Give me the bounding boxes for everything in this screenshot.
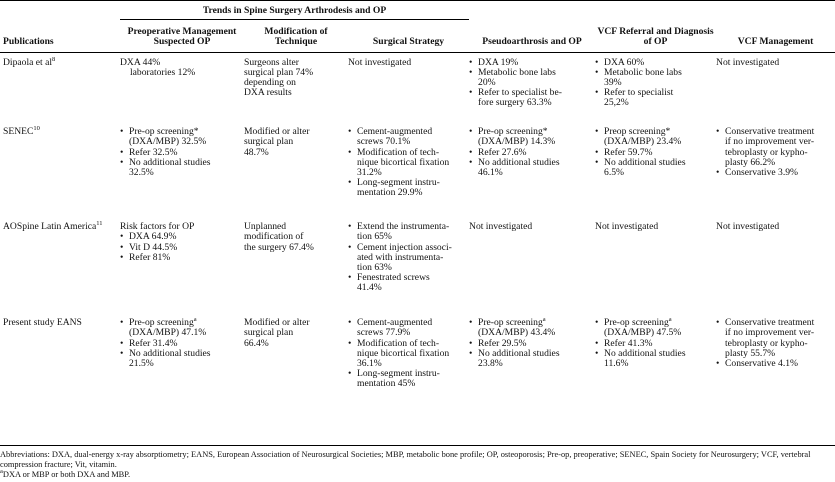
bullet-list bbox=[120, 127, 240, 178]
bullet-line: • Preop screening* bbox=[604, 126, 671, 138]
table-row bbox=[0, 52, 835, 122]
bullet-list bbox=[716, 127, 831, 178]
bullet-item bbox=[469, 158, 591, 178]
bullet-line: 11.6% bbox=[604, 357, 629, 369]
table-cell bbox=[120, 52, 244, 122]
bullet-line: (DXA/MBP) 47.5% bbox=[604, 327, 682, 339]
bullet-line: • Pre-op screening$^a$ bbox=[129, 315, 197, 329]
table-cell bbox=[469, 313, 595, 425]
col-header-preoperative: Preoperative Management Suspected OP bbox=[120, 23, 244, 52]
bullet-line: ated with instrumenta- bbox=[357, 251, 444, 263]
bullet-line: screws 77.9% bbox=[357, 327, 411, 339]
bullet-line: (DXA/MBP) 14.3% bbox=[478, 136, 556, 148]
bullet-line: 23.8% bbox=[478, 357, 503, 369]
bullet-line: • Extend the instrumenta- bbox=[357, 221, 450, 233]
cell-line: surgical plan 74% bbox=[244, 66, 314, 78]
bullet-line: • No additional studies bbox=[129, 156, 211, 168]
bullet-line: • Pre-op screening* bbox=[129, 126, 199, 138]
cell-line: laboratories 12% bbox=[130, 66, 196, 78]
footnote-a-text: DXA or MBP or both DXA and MBP. bbox=[2, 470, 131, 479]
bullet-line: 21.5% bbox=[129, 357, 154, 369]
table-cell bbox=[469, 52, 595, 122]
footnote-marker: a bbox=[668, 315, 672, 323]
bullet-line: • Conservative 3.9% bbox=[725, 166, 799, 178]
spanning-header bbox=[120, 1, 469, 24]
bullet-list bbox=[716, 318, 831, 369]
bullet-list bbox=[120, 315, 240, 369]
bullet-list bbox=[595, 127, 712, 178]
cell-line: Not investigated bbox=[716, 221, 780, 233]
bullet-line: • Conservative treatment bbox=[725, 126, 815, 138]
bullet-line: • No additional studies bbox=[604, 347, 686, 359]
bullet-line: • No additional studies bbox=[604, 156, 686, 168]
bullet-line: • Metabolic bone labs bbox=[604, 66, 682, 78]
bullet-line: 20% bbox=[478, 77, 496, 89]
bullet-line: tebroplasty or kypho- bbox=[725, 146, 808, 158]
table-row bbox=[0, 313, 835, 425]
reference-number: 8 bbox=[52, 55, 56, 63]
bullet-line: 36.1% bbox=[357, 357, 382, 369]
table-cell bbox=[348, 313, 469, 425]
table-body bbox=[0, 52, 835, 425]
publication-cell: Present study EANS bbox=[3, 317, 82, 329]
cell-line: Unplanned bbox=[244, 221, 287, 233]
bullet-line: • Metabolic bone labs bbox=[478, 66, 556, 78]
bullet-line: • Modification of tech- bbox=[357, 146, 440, 158]
bullet-item bbox=[716, 359, 831, 369]
bullet-line: 6.5% bbox=[604, 166, 624, 178]
table-cell bbox=[716, 52, 835, 122]
table-cell bbox=[469, 122, 595, 217]
bullet-line: • Refer 41.3% bbox=[604, 337, 653, 349]
bullet-item bbox=[120, 158, 240, 178]
col-header-modification: Modification of Technique bbox=[244, 23, 348, 52]
cell-line: modification of bbox=[244, 231, 304, 243]
bullet-item bbox=[595, 88, 712, 108]
table-cell bbox=[595, 122, 716, 217]
bullet-item bbox=[716, 127, 831, 168]
bullet-line: fore surgery 63.3% bbox=[478, 97, 552, 109]
publication-cell: Dipaola et $al^8$ bbox=[3, 55, 56, 68]
bullet-line: • Vit D 44.5% bbox=[129, 241, 178, 253]
cell-line: depending on bbox=[244, 77, 296, 89]
bullet-item bbox=[595, 315, 712, 339]
cell-line: Surgeons alter bbox=[244, 56, 299, 68]
bullet-line: • Conservative treatment bbox=[725, 317, 815, 329]
bullet-line: 39% bbox=[604, 77, 622, 89]
bullet-line: • Cement-augmented bbox=[357, 317, 433, 329]
publication-cell: SENEC$^{10}$ bbox=[3, 124, 40, 138]
table-cell bbox=[244, 217, 348, 313]
bullet-line: • No additional studies bbox=[478, 347, 560, 359]
bullet-item bbox=[348, 178, 465, 198]
table-cell bbox=[244, 52, 348, 122]
table-row bbox=[0, 217, 835, 313]
bullet-line: • Long-segment instru- bbox=[357, 177, 440, 189]
bullet-line: 25,2% bbox=[604, 97, 629, 109]
bullet-line: • Refer to specialist bbox=[604, 87, 674, 99]
bullet-line: • Refer 27.6% bbox=[478, 146, 527, 158]
bullet-line: (DXA/MBP) 47.1% bbox=[129, 327, 207, 339]
cell-line: surgical plan bbox=[244, 327, 294, 339]
bullet-item bbox=[469, 88, 591, 108]
col-header-surgical-strategy: Surgical Strategy bbox=[348, 23, 469, 52]
bullet-item bbox=[595, 349, 712, 369]
bullet-item bbox=[120, 127, 240, 147]
footnote-marker: a bbox=[193, 315, 197, 323]
bullet-item bbox=[120, 232, 240, 242]
publication-cell: AOSpine Latin America$^{11}$ bbox=[3, 219, 103, 233]
cell-line: Modified or alter bbox=[244, 126, 310, 138]
table-cell bbox=[716, 217, 835, 313]
bullet-item bbox=[469, 315, 591, 339]
bullet-line: • Refer 81% bbox=[129, 251, 171, 263]
col-header-publications: Publications bbox=[0, 1, 120, 53]
table-cell bbox=[595, 217, 716, 313]
bullet-line: if no improvement ver- bbox=[725, 136, 815, 148]
bullet-list bbox=[348, 127, 465, 198]
abbreviations-note: Abbreviations: DXA, dual-energy x-ray absorptiometry; EANS, European Association of Neurosurgical Societies; MBP, metabolic bone profile; OP, osteoporosis; Pre-op, preoperative; SENEC, Spain Society for Neurosurgery; VCF, vertebral compression fracture; Vit, vitamin. bbox=[0, 450, 811, 469]
bullet-list bbox=[469, 58, 591, 109]
cell-line: Modified or alter bbox=[244, 317, 310, 329]
table-row bbox=[0, 122, 835, 217]
cell-line: DXA results bbox=[244, 87, 292, 99]
bullet-line: plasty 66.2% bbox=[725, 156, 776, 168]
bullet-list bbox=[469, 127, 591, 178]
bullet-item bbox=[469, 127, 591, 147]
table-cell bbox=[716, 122, 835, 217]
table-cell bbox=[120, 313, 244, 425]
bullet-line: (DXA/MBP) 32.5% bbox=[129, 136, 207, 148]
bullet-line: • No additional studies bbox=[129, 347, 211, 359]
bullet-item bbox=[348, 339, 465, 370]
bullet-item bbox=[348, 148, 465, 179]
footnote-marker: a bbox=[542, 315, 546, 323]
bullet-line: tion 63% bbox=[357, 261, 392, 273]
bullet-line: nique bicortical fixation bbox=[357, 156, 450, 168]
bullet-line: • Cement injection associ- bbox=[357, 241, 452, 253]
bullet-line: (DXA/MBP) 23.4% bbox=[604, 136, 682, 148]
bullet-item bbox=[469, 349, 591, 369]
bullet-item bbox=[348, 243, 465, 274]
bullet-list bbox=[348, 318, 465, 389]
bullet-line: nique bicortical fixation bbox=[357, 347, 450, 359]
table-cell bbox=[595, 313, 716, 425]
bullet-item bbox=[469, 68, 591, 88]
bullet-line: plasty 55.7% bbox=[725, 347, 776, 359]
col-header-vcf-management: VCF Management bbox=[716, 1, 835, 53]
table-cell bbox=[244, 122, 348, 217]
bullet-item bbox=[348, 273, 465, 293]
table-cell bbox=[716, 313, 835, 425]
bullet-line: tebroplasty or kypho- bbox=[725, 337, 808, 349]
bullet-line: 41.4% bbox=[357, 282, 382, 294]
cell-line: DXA 44% bbox=[120, 56, 161, 68]
bullet-line: • Pre-op screening* bbox=[478, 126, 548, 138]
bullet-list bbox=[595, 315, 712, 369]
bullet-line: • Pre-op screening$^a$ bbox=[478, 315, 546, 329]
footnote-a bbox=[0, 470, 835, 480]
bullet-line: 31.2% bbox=[357, 166, 382, 178]
bullet-line: mentation 45% bbox=[357, 378, 416, 390]
bullet-item bbox=[595, 68, 712, 88]
bullet-item bbox=[348, 369, 465, 389]
bullet-line: • Cement-augmented bbox=[357, 126, 433, 138]
table-cell bbox=[348, 122, 469, 217]
bullet-item bbox=[348, 222, 465, 242]
bullet-line: (DXA/MBP) 43.4% bbox=[478, 327, 556, 339]
bullet-item bbox=[348, 127, 465, 147]
bullet-line: 32.5% bbox=[129, 166, 154, 178]
bullet-list bbox=[469, 315, 591, 369]
col-header-pseudoarthrosis: Pseudoarthrosis and OP bbox=[469, 1, 595, 53]
bullet-line: • Refer 59.7% bbox=[604, 146, 653, 158]
table-footnotes bbox=[0, 445, 835, 480]
bullet-item bbox=[120, 315, 240, 339]
bullet-item bbox=[120, 253, 240, 263]
table-cell bbox=[120, 122, 244, 217]
bullet-line: • Refer 32.5% bbox=[129, 146, 178, 158]
cell-line: 66.4% bbox=[244, 337, 269, 349]
bullet-item bbox=[716, 318, 831, 359]
cell-line: Not investigated bbox=[716, 56, 780, 68]
spanning-header-text: Trends in Spine Surgery Arthrodesis and OP bbox=[120, 6, 469, 20]
bullet-line: • Refer 31.4% bbox=[129, 337, 178, 349]
bullet-line: • Fenestrated screws bbox=[357, 272, 430, 284]
cell-line: 48.7% bbox=[244, 146, 269, 158]
table-cell bbox=[469, 217, 595, 313]
table-cell bbox=[595, 52, 716, 122]
bullet-line: • Refer 29.5% bbox=[478, 337, 527, 349]
bullet-line: • DXA 60% bbox=[604, 56, 645, 68]
table-cell bbox=[348, 217, 469, 313]
bullet-line: • No additional studies bbox=[478, 156, 560, 168]
bullet-list bbox=[595, 58, 712, 109]
table-cell bbox=[120, 217, 244, 313]
reference-number: 11 bbox=[96, 219, 103, 227]
col-header-vcf-referral: VCF Referral and Diagnosis of OP bbox=[595, 1, 716, 53]
bullet-line: • Long-segment instru- bbox=[357, 368, 440, 380]
table-cell bbox=[244, 313, 348, 425]
bullet-line: screws 70.1% bbox=[357, 136, 411, 148]
bullet-line: • Pre-op screening$^a$ bbox=[604, 315, 672, 329]
bullet-item bbox=[120, 349, 240, 369]
bullet-line: • Refer to specialist be- bbox=[478, 87, 562, 99]
bullet-line: mentation 29.9% bbox=[357, 187, 423, 199]
bullet-line: 46.1% bbox=[478, 166, 503, 178]
bullet-list bbox=[120, 232, 240, 263]
bullet-line: if no improvement ver- bbox=[725, 327, 815, 339]
table-cell bbox=[348, 52, 469, 122]
cell-line: Not investigated bbox=[595, 221, 659, 233]
bullet-item bbox=[716, 168, 831, 178]
reference-number: 10 bbox=[33, 124, 40, 132]
bullet-line: • DXA 64.9% bbox=[129, 231, 177, 243]
bullet-item bbox=[595, 158, 712, 178]
cell-line: Not investigated bbox=[348, 56, 412, 68]
bullet-item bbox=[595, 127, 712, 147]
cell-line: surgical plan bbox=[244, 136, 294, 148]
cell-line: Not investigated bbox=[469, 221, 533, 233]
bullet-line: • Modification of tech- bbox=[357, 337, 440, 349]
bullet-list bbox=[348, 222, 465, 293]
bullet-line: • Conservative 4.1% bbox=[725, 357, 799, 369]
bullet-line: • DXA 19% bbox=[478, 56, 519, 68]
bullet-item bbox=[348, 318, 465, 338]
cell-line: the surgery 67.4% bbox=[244, 241, 314, 253]
bullet-line: tion 65% bbox=[357, 231, 392, 243]
cell-intro: Risk factors for OP bbox=[120, 221, 195, 233]
footnote-a-marker: a bbox=[0, 468, 3, 476]
